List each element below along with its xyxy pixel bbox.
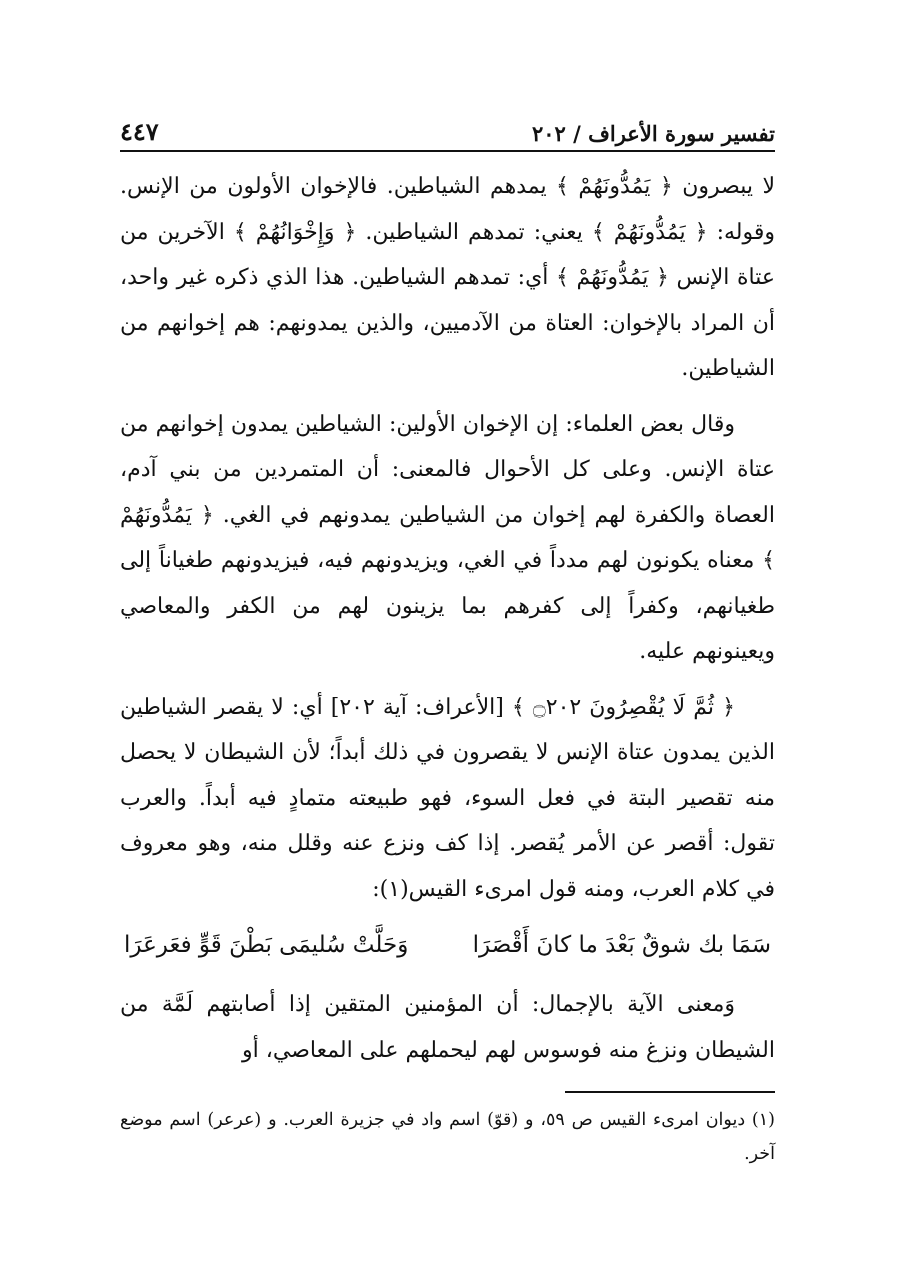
paragraph: ﴿ ثُمَّ لَا يُقْصِرُونَ ۝٢٠٢ ﴾ [الأعراف: آية ٢٠٢] أي: لا يقصر الشياطين الذين يمدون عتاة الإنس لا يقصرون في ذلك أبداً؛ لأن الشيطان لا يحصل منه تقصير البتة في فعل السوء، فهو طبيعته متمادٍ فيه أبداً. والعرب تقول: أقصر عن الأمر يُقصر. إذا كف ونزع عنه وقلل منه، وهو معروف في كلام العرب، ومنه قول امرىء القيس(١): (120, 694, 775, 902)
page-header (120, 110, 775, 152)
paragraph: وَمعنى الآية بالإجمال: أن المؤمنين المتقين إذا أصابتهم لَمَّة من الشيطان ونزغ منه فوسوس لهم ليحملهم على المعاصي، أو (120, 992, 775, 1063)
book-page (120, 110, 775, 1171)
verse-second-hemistich: وَحَلَّتْ سُليمَى بَطْنَ قَوٍّ فعَرعَرَا (124, 932, 409, 958)
verse-first-hemistich: سَمَا بك شوقٌ بَعْدَ ما كانَ أَقْصَرَا (472, 932, 771, 958)
poetry-verse (120, 922, 775, 968)
paragraph: وقال بعض العلماء: إن الإخوان الأولين: الشياطين يمدون إخوانهم من عتاة الإنس. وعلى كل الأحوال فالمعنى: أن المتمردين من بني آدم، العصاة والكفرة لهم إخوان من الشياطين يمدونهم في الغي. ﴿ يَمُدُّونَهُمْ ﴾ معناه يكونون لهم مدداً في الغي، ويزيدونهم فيه، فيزيدونهم طغياناً إلى طغيانهم، وكفراً إلى كفرهم بما يزينون لهم من الكفر والمعاصي ويعينونهم عليه. (120, 411, 775, 664)
footnote: (١) ديوان امرىء القيس ص ٥٩، و (قوّ) اسم واد في جزيرة العرب. و (عرعر) اسم موضع آخر. (120, 1110, 775, 1164)
running-title: تفسير سورة الأعراف / ٢٠٢ (531, 121, 775, 146)
page-body (120, 164, 775, 1073)
page-number: ٤٤٧ (120, 117, 159, 146)
paragraph: لا يبصرون ﴿ يَمُدُّونَهُمْ ﴾ يمدهم الشياطين. فالإخوان الأولون من الإنس. وقوله: ﴿ يَمُدُّونَهُمْ ﴾ يعني: تمدهم الشياطين. ﴿ وَإِخْوَانُهُمْ ﴾ الآخرين من عتاة الإنس ﴿ يَمُدُّونَهُمْ ﴾ أي: تمدهم الشياطين. هذا الذي ذكره غير واحد، أن المراد بالإخوان: العتاة من الآدميين، والذين يمدونهم: هم إخوانهم من الشياطين. (120, 174, 775, 381)
footnote-divider (565, 1091, 775, 1093)
